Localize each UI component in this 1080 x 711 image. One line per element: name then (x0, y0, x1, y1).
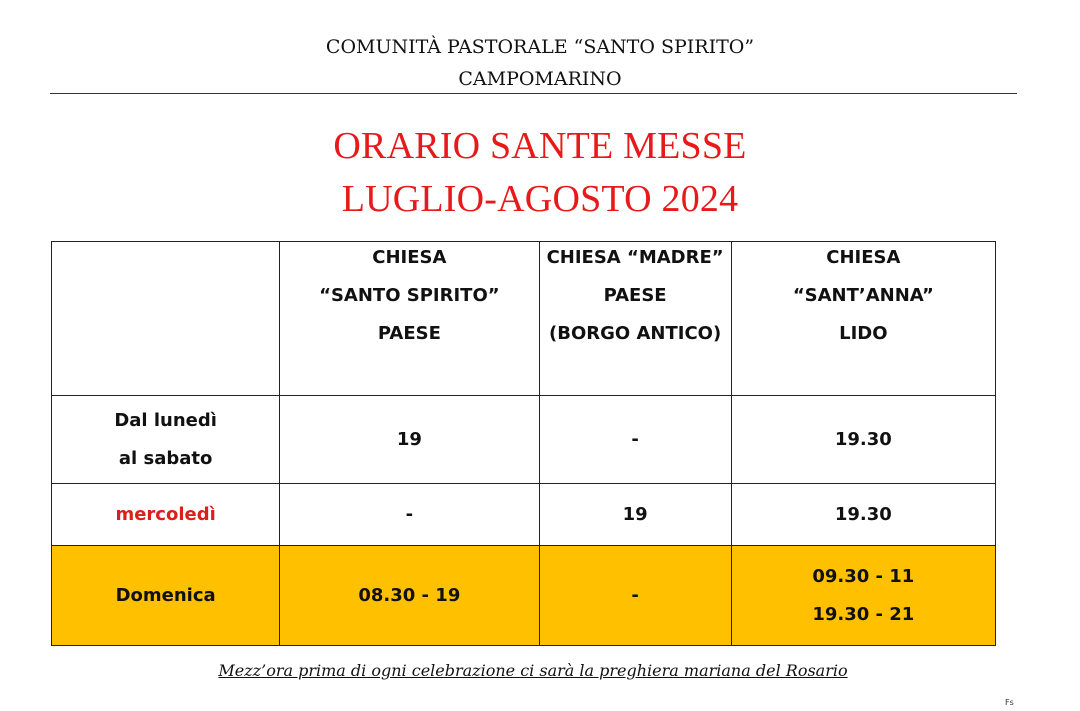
header-corner-cell (52, 242, 280, 396)
header-line: “SANT’ANNA” (792, 285, 934, 306)
row-label-sunday (52, 546, 280, 646)
time-cell (539, 546, 731, 646)
time-value: - (405, 504, 414, 525)
header-divider (50, 93, 1017, 94)
time-cell (280, 484, 539, 546)
header-line: PAESE (603, 285, 667, 306)
community-name: COMUNITÀ PASTORALE “SANTO SPIRITO” (325, 36, 755, 58)
time-value: 19.30 (834, 429, 892, 450)
time-value: 19.30 - 21 (812, 603, 915, 625)
church-madre-header (539, 242, 731, 396)
time-cell (731, 484, 995, 546)
row-label-line: Domenica (115, 585, 216, 606)
church-santo-spirito-header (280, 242, 539, 396)
time-value: 09.30 - 11 (812, 565, 915, 587)
mass-schedule-table (51, 241, 996, 646)
table-row-sunday (52, 546, 996, 646)
header-line: “SANTO SPIRITO” (319, 285, 500, 306)
table-row-weekdays (52, 396, 996, 484)
town-name: CAMPOMARINO (458, 68, 622, 90)
rosary-note: Mezz’ora prima di ogni celebrazione ci sarà la preghiera mariana del Rosario (218, 661, 848, 680)
time-value: 19 (622, 504, 648, 525)
row-label-line: al sabato (118, 447, 213, 469)
time-value: 19.30 (834, 504, 892, 525)
time-cell (731, 396, 995, 484)
header-line: LIDO (839, 323, 888, 344)
table-header-row (52, 242, 996, 396)
row-label-wednesday (52, 484, 280, 546)
row-label-line: mercoledì (115, 504, 216, 525)
time-value: 08.30 - 19 (358, 585, 461, 606)
time-cell (539, 396, 731, 484)
row-label-line: Dal lunedì (114, 409, 217, 431)
time-cell (280, 546, 539, 646)
row-label-weekdays (52, 396, 280, 484)
header-line: CHIESA “MADRE” (546, 247, 724, 268)
time-cell (731, 546, 995, 646)
header-line: PAESE (377, 323, 441, 344)
time-cell (280, 396, 539, 484)
schedule-period: LUGLIO-AGOSTO 2024 (341, 178, 739, 220)
time-value: 19 (396, 429, 422, 450)
church-santanna-header (731, 242, 995, 396)
header-line: CHIESA (826, 247, 901, 268)
schedule-title: ORARIO SANTE MESSE (333, 125, 747, 167)
time-cell (539, 484, 731, 546)
time-value: - (631, 585, 639, 606)
table-row-wednesday (52, 484, 996, 546)
header-line: (BORGO ANTICO) (549, 323, 722, 344)
header-line: CHIESA (372, 247, 447, 268)
corner-mark: Fs (1005, 698, 1014, 707)
time-value: - (631, 429, 639, 450)
